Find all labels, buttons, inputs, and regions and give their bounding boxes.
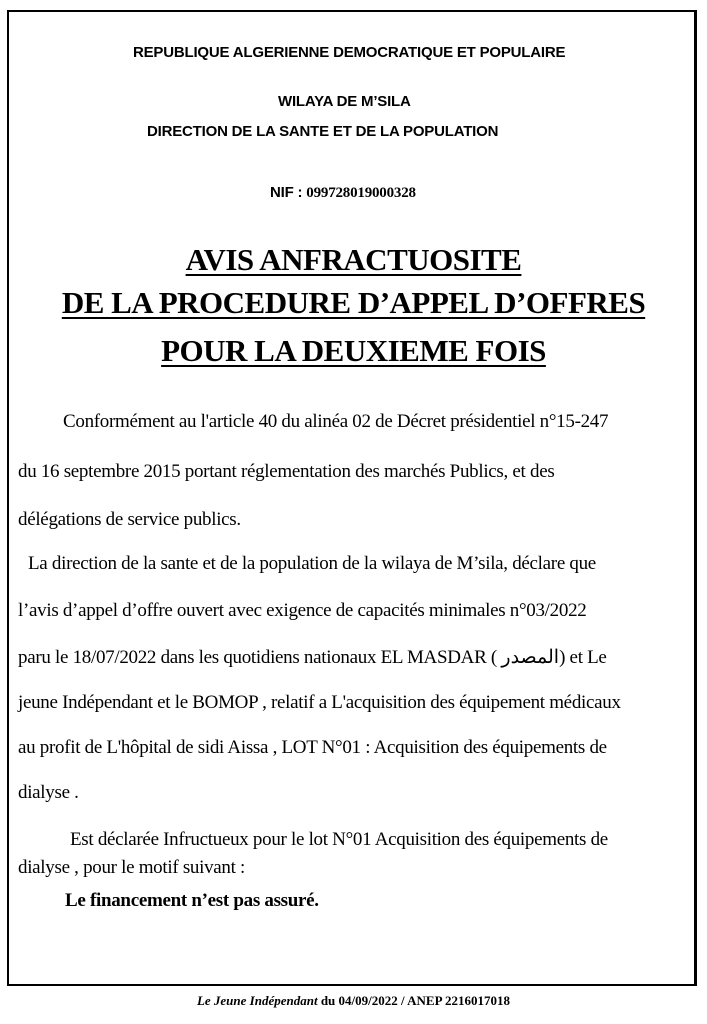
body-line: dialyse . [18, 782, 79, 803]
publication-reference: du 04/09/2022 / ANEP 2216017018 [317, 993, 511, 1008]
motif-statement: Le financement n’est pas assuré. [65, 890, 319, 911]
body-line: Est déclarée Infructueux pour le lot N°01 Acquisition des équipements de [70, 829, 608, 850]
nif-label: NIF : [270, 184, 307, 201]
body-line: jeune Indépendant et le BOMOP , relatif a L'acquisition des équipement médicaux [18, 692, 621, 713]
body-line: La direction de la sante et de la population de la wilaya de M’sila, déclare que [28, 553, 596, 574]
body-line: dialyse , pour le motif suivant : [18, 857, 246, 878]
body-line: paru le 18/07/2022 dans les quotidiens nationaux EL MASDAR ( المصدر) et Le [18, 647, 607, 668]
body-line: au profit de L'hôpital de sidi Aissa , LOT N°01 : Acquisition des équipements de [18, 737, 607, 758]
newspaper-name: Le Jeune Indépendant [196, 993, 318, 1008]
body-line: du 16 septembre 2015 portant réglementation des marchés Publics, et des [18, 461, 555, 482]
title-line-3 [0, 333, 707, 369]
title-line-2 [0, 285, 707, 321]
body-line: Conformément au l'article 40 du alinéa 02 de Décret présidentiel n°15-247 [63, 411, 609, 432]
body-line: l’avis d’appel d’offre ouvert avec exigence de capacités minimales n°03/2022 [18, 600, 587, 621]
nif-line [270, 184, 416, 202]
title-text-1: AVIS ANFRACTUOSITE [185, 242, 522, 277]
title-text-2: DE LA PROCEDURE D’APPEL D’OFFRES [61, 285, 646, 320]
wilaya-heading: WILAYA DE M’SILA [278, 93, 411, 110]
title-text-3: POUR LA DEUXIEME FOIS [161, 333, 546, 368]
direction-heading: DIRECTION DE LA SANTE ET DE LA POPULATION [147, 123, 499, 140]
publication-footer [0, 993, 707, 1009]
nif-value: 099728019000328 [306, 185, 416, 201]
body-line: délégations de service publics. [18, 509, 241, 530]
republic-heading: REPUBLIQUE ALGERIENNE DEMOCRATIQUE ET POPULAIRE [133, 44, 566, 61]
title-line-1 [0, 242, 707, 278]
